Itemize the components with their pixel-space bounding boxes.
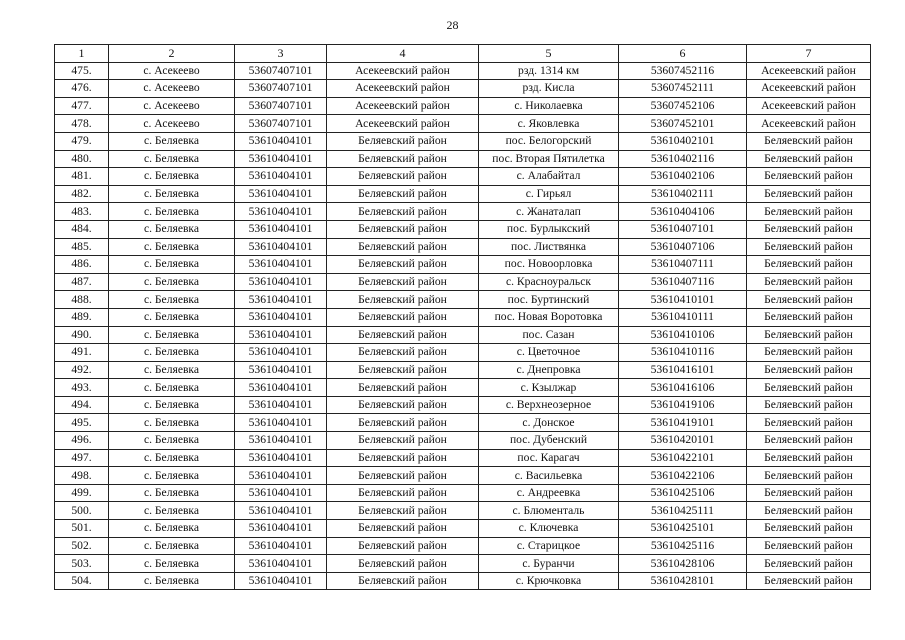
table-cell-col-admin-center-code: 53607407101	[235, 80, 327, 98]
table-cell-col-settlement-code: 53610410116	[619, 344, 747, 362]
column-header-col-settlement-code: 6	[619, 45, 747, 63]
table-cell-col-district: Беляевский район	[327, 361, 479, 379]
table-cell-col-number: 475.	[55, 62, 109, 80]
table-row	[55, 80, 871, 98]
table-cell-col-number: 493.	[55, 379, 109, 397]
table-cell-col-settlement-district: Беляевский район	[747, 256, 871, 274]
table-row	[55, 361, 871, 379]
table-cell-col-settlement-code: 53610416106	[619, 379, 747, 397]
table-cell-col-settlement-district: Беляевский район	[747, 344, 871, 362]
column-header-col-settlement-district: 7	[747, 45, 871, 63]
table-row	[55, 467, 871, 485]
table-cell-col-settlement-district: Беляевский район	[747, 326, 871, 344]
table-cell-col-district: Беляевский район	[327, 572, 479, 590]
settlements-table	[54, 44, 871, 590]
table-cell-col-settlement-code: 53610422101	[619, 449, 747, 467]
table-cell-col-settlement-district: Беляевский район	[747, 537, 871, 555]
table-cell-col-settlement: с. Красноуральск	[479, 273, 619, 291]
table-cell-col-settlement-code: 53610402101	[619, 132, 747, 150]
table-cell-col-admin-center: с. Беляевка	[109, 256, 235, 274]
table-cell-col-district: Беляевский район	[327, 291, 479, 309]
table-cell-col-admin-center-code: 53610404101	[235, 379, 327, 397]
table-cell-col-settlement: с. Верхнеозерное	[479, 396, 619, 414]
table-cell-col-settlement: с. Николаевка	[479, 97, 619, 115]
table-row	[55, 185, 871, 203]
table-cell-col-admin-center: с. Беляевка	[109, 432, 235, 450]
table-cell-col-admin-center: с. Беляевка	[109, 396, 235, 414]
table-cell-col-number: 495.	[55, 414, 109, 432]
table-body	[55, 62, 871, 590]
table-cell-col-settlement-district: Беляевский район	[747, 150, 871, 168]
table-cell-col-settlement: с. Ключевка	[479, 520, 619, 538]
table-cell-col-admin-center: с. Беляевка	[109, 414, 235, 432]
table-cell-col-settlement-code: 53610419101	[619, 414, 747, 432]
table-cell-col-settlement-district: Асекеевский район	[747, 97, 871, 115]
table-cell-col-admin-center: с. Беляевка	[109, 273, 235, 291]
table-row	[55, 168, 871, 186]
table-cell-col-settlement-code: 53610410106	[619, 326, 747, 344]
table-cell-col-district: Беляевский район	[327, 150, 479, 168]
header-row	[55, 45, 871, 63]
table-cell-col-number: 490.	[55, 326, 109, 344]
table-cell-col-admin-center-code: 53607407101	[235, 62, 327, 80]
table-cell-col-number: 480.	[55, 150, 109, 168]
column-header-col-number: 1	[55, 45, 109, 63]
table-cell-col-admin-center-code: 53610404101	[235, 572, 327, 590]
table-header	[55, 45, 871, 63]
table-cell-col-district: Беляевский район	[327, 238, 479, 256]
table-row	[55, 502, 871, 520]
table-cell-col-settlement: с. Крючковка	[479, 572, 619, 590]
table-cell-col-number: 489.	[55, 308, 109, 326]
table-cell-col-district: Беляевский район	[327, 308, 479, 326]
table-cell-col-settlement-district: Беляевский район	[747, 379, 871, 397]
table-cell-col-admin-center-code: 53610404101	[235, 484, 327, 502]
table-cell-col-settlement-district: Беляевский район	[747, 220, 871, 238]
table-cell-col-admin-center-code: 53610404101	[235, 467, 327, 485]
table-cell-col-admin-center-code: 53610404101	[235, 150, 327, 168]
table-cell-col-settlement-code: 53610419106	[619, 396, 747, 414]
table-cell-col-district: Асекеевский район	[327, 97, 479, 115]
table-row	[55, 396, 871, 414]
table-cell-col-district: Беляевский район	[327, 467, 479, 485]
table-cell-col-admin-center: с. Беляевка	[109, 308, 235, 326]
table-cell-col-admin-center: с. Асекеево	[109, 80, 235, 98]
table-row	[55, 449, 871, 467]
table-cell-col-number: 477.	[55, 97, 109, 115]
table-cell-col-admin-center-code: 53610404101	[235, 185, 327, 203]
table-cell-col-settlement-code: 53610410111	[619, 308, 747, 326]
table-cell-col-admin-center-code: 53610404101	[235, 256, 327, 274]
table-cell-col-admin-center: с. Беляевка	[109, 238, 235, 256]
table-cell-col-settlement: с. Старицкое	[479, 537, 619, 555]
table-row	[55, 150, 871, 168]
table-cell-col-settlement-code: 53610425106	[619, 484, 747, 502]
table-cell-col-settlement-code: 53610410101	[619, 291, 747, 309]
table-cell-col-settlement-district: Беляевский район	[747, 168, 871, 186]
table-cell-col-admin-center: с. Беляевка	[109, 220, 235, 238]
table-cell-col-settlement-district: Асекеевский район	[747, 62, 871, 80]
table-row	[55, 203, 871, 221]
table-cell-col-admin-center: с. Беляевка	[109, 520, 235, 538]
table-cell-col-number: 484.	[55, 220, 109, 238]
table-cell-col-settlement-code: 53610425111	[619, 502, 747, 520]
table-cell-col-district: Беляевский район	[327, 537, 479, 555]
table-cell-col-settlement-code: 53610407106	[619, 238, 747, 256]
table-cell-col-settlement: с. Андреевка	[479, 484, 619, 502]
table-cell-col-number: 487.	[55, 273, 109, 291]
table-cell-col-number: 501.	[55, 520, 109, 538]
table-cell-col-number: 492.	[55, 361, 109, 379]
table-cell-col-admin-center-code: 53610404101	[235, 344, 327, 362]
table-cell-col-district: Асекеевский район	[327, 62, 479, 80]
table-cell-col-settlement: пос. Сазан	[479, 326, 619, 344]
table-cell-col-district: Беляевский район	[327, 203, 479, 221]
table-cell-col-admin-center-code: 53610404101	[235, 502, 327, 520]
table-cell-col-admin-center-code: 53610404101	[235, 414, 327, 432]
table-cell-col-district: Беляевский район	[327, 520, 479, 538]
table-cell-col-number: 500.	[55, 502, 109, 520]
table-row	[55, 291, 871, 309]
table-cell-col-admin-center-code: 53610404101	[235, 203, 327, 221]
table-cell-col-number: 488.	[55, 291, 109, 309]
table-cell-col-settlement: рзд. 1314 км	[479, 62, 619, 80]
table-cell-col-settlement-code: 53610404106	[619, 203, 747, 221]
table-cell-col-settlement: с. Алабайтал	[479, 168, 619, 186]
table-cell-col-settlement-district: Беляевский район	[747, 308, 871, 326]
table-cell-col-settlement-district: Беляевский район	[747, 361, 871, 379]
table-cell-col-settlement: пос. Белогорский	[479, 132, 619, 150]
table-row	[55, 432, 871, 450]
table-cell-col-settlement-district: Беляевский район	[747, 291, 871, 309]
table-cell-col-number: 479.	[55, 132, 109, 150]
table-cell-col-admin-center: с. Беляевка	[109, 502, 235, 520]
table-cell-col-settlement-code: 53610402116	[619, 150, 747, 168]
table-cell-col-admin-center: с. Беляевка	[109, 361, 235, 379]
table-cell-col-district: Беляевский район	[327, 185, 479, 203]
table-cell-col-number: 491.	[55, 344, 109, 362]
table-cell-col-admin-center: с. Беляевка	[109, 326, 235, 344]
table-cell-col-district: Беляевский район	[327, 344, 479, 362]
table-cell-col-settlement-district: Беляевский район	[747, 449, 871, 467]
table-cell-col-number: 478.	[55, 115, 109, 133]
table-cell-col-admin-center: с. Беляевка	[109, 572, 235, 590]
table-cell-col-admin-center: с. Беляевка	[109, 168, 235, 186]
table-cell-col-settlement-code: 53607452116	[619, 62, 747, 80]
table-cell-col-settlement-district: Беляевский район	[747, 520, 871, 538]
table-row	[55, 555, 871, 573]
table-cell-col-district: Беляевский район	[327, 379, 479, 397]
table-row	[55, 132, 871, 150]
table-cell-col-number: 486.	[55, 256, 109, 274]
table-cell-col-admin-center-code: 53607407101	[235, 115, 327, 133]
table-cell-col-number: 498.	[55, 467, 109, 485]
table-cell-col-settlement-code: 53610402111	[619, 185, 747, 203]
table-cell-col-settlement-code: 53610407116	[619, 273, 747, 291]
table-cell-col-settlement: с. Яковлевка	[479, 115, 619, 133]
table-cell-col-admin-center-code: 53607407101	[235, 97, 327, 115]
table-cell-col-settlement-district: Беляевский район	[747, 396, 871, 414]
table-cell-col-district: Асекеевский район	[327, 115, 479, 133]
table-cell-col-district: Беляевский район	[327, 432, 479, 450]
table-cell-col-settlement-district: Беляевский район	[747, 414, 871, 432]
table-cell-col-admin-center: с. Беляевка	[109, 185, 235, 203]
table-cell-col-district: Беляевский район	[327, 502, 479, 520]
table-cell-col-admin-center: с. Асекеево	[109, 115, 235, 133]
table-cell-col-settlement: с. Гирьял	[479, 185, 619, 203]
table-cell-col-settlement: с. Жанаталап	[479, 203, 619, 221]
table-cell-col-admin-center-code: 53610404101	[235, 168, 327, 186]
table-row	[55, 273, 871, 291]
table-cell-col-district: Беляевский район	[327, 484, 479, 502]
table-cell-col-admin-center: с. Беляевка	[109, 484, 235, 502]
table-row	[55, 484, 871, 502]
table-cell-col-admin-center-code: 53610404101	[235, 132, 327, 150]
table-cell-col-admin-center-code: 53610404101	[235, 449, 327, 467]
table-cell-col-admin-center-code: 53610404101	[235, 308, 327, 326]
table-cell-col-settlement: пос. Новая Воротовка	[479, 308, 619, 326]
table-cell-col-district: Беляевский район	[327, 449, 479, 467]
table-cell-col-admin-center-code: 53610404101	[235, 520, 327, 538]
table-cell-col-settlement-district: Беляевский район	[747, 238, 871, 256]
table-cell-col-admin-center-code: 53610404101	[235, 555, 327, 573]
table-cell-col-settlement-code: 53610428101	[619, 572, 747, 590]
table-cell-col-settlement-code: 53610428106	[619, 555, 747, 573]
table-row	[55, 308, 871, 326]
table-cell-col-admin-center: с. Беляевка	[109, 344, 235, 362]
table-cell-col-settlement-code: 53607452111	[619, 80, 747, 98]
table-cell-col-settlement-code: 53610425116	[619, 537, 747, 555]
table-row	[55, 344, 871, 362]
table-cell-col-admin-center: с. Беляевка	[109, 449, 235, 467]
table-cell-col-settlement: с. Днепровка	[479, 361, 619, 379]
table-cell-col-number: 496.	[55, 432, 109, 450]
table-cell-col-settlement-district: Беляевский район	[747, 185, 871, 203]
table-cell-col-number: 503.	[55, 555, 109, 573]
table-row	[55, 115, 871, 133]
table-cell-col-admin-center-code: 53610404101	[235, 238, 327, 256]
table-cell-col-admin-center-code: 53610404101	[235, 432, 327, 450]
table-cell-col-number: 499.	[55, 484, 109, 502]
table-cell-col-district: Беляевский район	[327, 256, 479, 274]
table-cell-col-settlement: пос. Карагач	[479, 449, 619, 467]
table-cell-col-admin-center: с. Беляевка	[109, 150, 235, 168]
column-header-col-settlement: 5	[479, 45, 619, 63]
table-cell-col-settlement-district: Беляевский район	[747, 572, 871, 590]
table-cell-col-settlement: с. Васильевка	[479, 467, 619, 485]
table-cell-col-admin-center-code: 53610404101	[235, 537, 327, 555]
table-row	[55, 326, 871, 344]
table-cell-col-settlement-code: 53610425101	[619, 520, 747, 538]
table-cell-col-admin-center-code: 53610404101	[235, 396, 327, 414]
table-cell-col-admin-center: с. Беляевка	[109, 291, 235, 309]
table-cell-col-district: Беляевский район	[327, 132, 479, 150]
table-cell-col-settlement-district: Беляевский район	[747, 484, 871, 502]
table-cell-col-admin-center: с. Асекеево	[109, 97, 235, 115]
table-row	[55, 379, 871, 397]
table-cell-col-district: Беляевский район	[327, 555, 479, 573]
table-cell-col-settlement-district: Беляевский район	[747, 555, 871, 573]
table-cell-col-admin-center: с. Беляевка	[109, 132, 235, 150]
table-cell-col-settlement: с. Кзылжар	[479, 379, 619, 397]
page-number: 28	[446, 18, 459, 32]
table-cell-col-number: 482.	[55, 185, 109, 203]
table-cell-col-number: 494.	[55, 396, 109, 414]
table-cell-col-settlement: пос. Вторая Пятилетка	[479, 150, 619, 168]
table-row	[55, 256, 871, 274]
table-cell-col-settlement-code: 53610422106	[619, 467, 747, 485]
table-cell-col-settlement: пос. Дубенский	[479, 432, 619, 450]
table-cell-col-settlement-code: 53607452101	[619, 115, 747, 133]
table-row	[55, 62, 871, 80]
table-cell-col-district: Беляевский район	[327, 273, 479, 291]
table-cell-col-settlement: пос. Буртинский	[479, 291, 619, 309]
table-cell-col-settlement-code: 53610407111	[619, 256, 747, 274]
table-cell-col-district: Беляевский район	[327, 326, 479, 344]
table-cell-col-admin-center-code: 53610404101	[235, 291, 327, 309]
column-header-col-district: 4	[327, 45, 479, 63]
table-row	[55, 414, 871, 432]
table-cell-col-district: Беляевский район	[327, 168, 479, 186]
table-cell-col-settlement-code: 53610420101	[619, 432, 747, 450]
table-cell-col-settlement: с. Цветочное	[479, 344, 619, 362]
column-header-col-admin-center: 2	[109, 45, 235, 63]
table-cell-col-admin-center: с. Беляевка	[109, 203, 235, 221]
table-cell-col-settlement-district: Беляевский район	[747, 467, 871, 485]
table-cell-col-number: 497.	[55, 449, 109, 467]
table-cell-col-number: 481.	[55, 168, 109, 186]
table-row	[55, 238, 871, 256]
table-cell-col-admin-center: с. Беляевка	[109, 467, 235, 485]
table-row	[55, 97, 871, 115]
table-cell-col-number: 483.	[55, 203, 109, 221]
table-cell-col-number: 485.	[55, 238, 109, 256]
table-cell-col-settlement-district: Асекеевский район	[747, 80, 871, 98]
table-row	[55, 572, 871, 590]
table-cell-col-district: Беляевский район	[327, 414, 479, 432]
table-cell-col-settlement-district: Беляевский район	[747, 432, 871, 450]
table-cell-col-settlement: пос. Бурлыкский	[479, 220, 619, 238]
table-cell-col-district: Беляевский район	[327, 396, 479, 414]
table-cell-col-settlement: с. Блюменталь	[479, 502, 619, 520]
table-cell-col-settlement: с. Донское	[479, 414, 619, 432]
table-cell-col-settlement: с. Буранчи	[479, 555, 619, 573]
table-cell-col-admin-center-code: 53610404101	[235, 273, 327, 291]
table-cell-col-settlement-district: Беляевский район	[747, 132, 871, 150]
table-cell-col-district: Асекеевский район	[327, 80, 479, 98]
table-cell-col-settlement-code: 53610407101	[619, 220, 747, 238]
table-cell-col-settlement-code: 53610402106	[619, 168, 747, 186]
table-cell-col-admin-center: с. Беляевка	[109, 555, 235, 573]
table-cell-col-admin-center-code: 53610404101	[235, 326, 327, 344]
table-cell-col-admin-center-code: 53610404101	[235, 220, 327, 238]
table-cell-col-settlement-district: Беляевский район	[747, 502, 871, 520]
table-cell-col-settlement-district: Асекеевский район	[747, 115, 871, 133]
table-cell-col-settlement-district: Беляевский район	[747, 203, 871, 221]
table-cell-col-settlement: пос. Листвянка	[479, 238, 619, 256]
table-cell-col-number: 502.	[55, 537, 109, 555]
table-cell-col-settlement: рзд. Кисла	[479, 80, 619, 98]
table-cell-col-number: 504.	[55, 572, 109, 590]
table-cell-col-admin-center: с. Беляевка	[109, 537, 235, 555]
table-cell-col-admin-center: с. Беляевка	[109, 379, 235, 397]
table-cell-col-settlement: пос. Новоорловка	[479, 256, 619, 274]
table-cell-col-admin-center: с. Асекеево	[109, 62, 235, 80]
table-cell-col-admin-center-code: 53610404101	[235, 361, 327, 379]
table-row	[55, 220, 871, 238]
table-row	[55, 537, 871, 555]
column-header-col-admin-center-code: 3	[235, 45, 327, 63]
table-cell-col-settlement-code: 53610416101	[619, 361, 747, 379]
table-cell-col-settlement-code: 53607452106	[619, 97, 747, 115]
table-row	[55, 520, 871, 538]
table-cell-col-number: 476.	[55, 80, 109, 98]
table-cell-col-district: Беляевский район	[327, 220, 479, 238]
table-cell-col-settlement-district: Беляевский район	[747, 273, 871, 291]
